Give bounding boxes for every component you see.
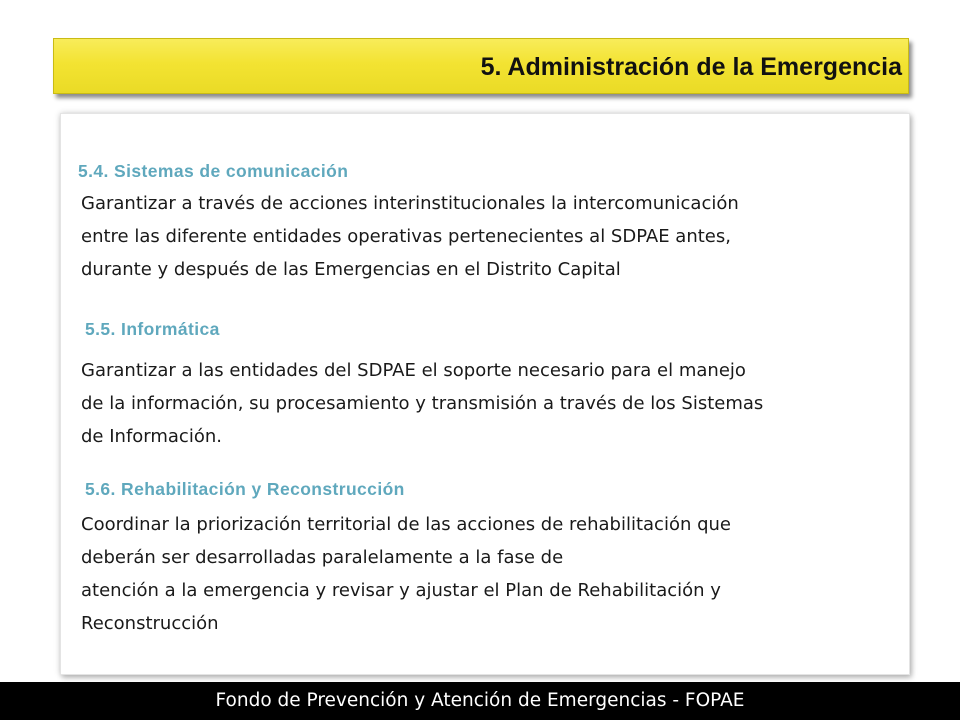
text-line: atención a la emergencia y revisar y ajustar el Plan de Rehabilitación y (81, 580, 721, 601)
text-line: Reconstrucción (81, 613, 219, 634)
text-line: deberán ser desarrolladas paralelamente a la fase de (81, 547, 564, 568)
text-line: de Información. (81, 426, 222, 447)
text-line: entre las diferente entidades operativas pertenecientes al SDPAE antes, (81, 226, 731, 247)
section-body-informatica (81, 354, 901, 453)
section-heading-comunicacion: 5.4. Sistemas de comunicación (78, 161, 349, 181)
text-line: Coordinar la priorización territorial de las acciones de rehabilitación que (81, 514, 731, 535)
text-line: de la información, su procesamiento y transmisión a través de los Sistemas (81, 393, 764, 414)
text-line: durante y después de las Emergencias en el Distrito Capital (81, 259, 621, 280)
section-body-comunicacion (81, 187, 901, 286)
section-heading-rehabilitacion: 5.6. Rehabilitación y Reconstrucción (85, 479, 405, 499)
title-banner (53, 38, 909, 94)
footer-bar (0, 682, 960, 720)
footer-text: Fondo de Prevención y Atención de Emergencias - FOPAE (215, 690, 745, 711)
text-line: Garantizar a través de acciones interinstitucionales la intercomunicación (81, 193, 739, 214)
slide-title: 5. Administración de la Emergencia (480, 53, 902, 81)
text-line: Garantizar a las entidades del SDPAE el soporte necesario para el manejo (81, 360, 746, 381)
section-heading-informatica: 5.5. Informática (85, 319, 220, 339)
section-body-rehabilitacion (81, 508, 901, 640)
